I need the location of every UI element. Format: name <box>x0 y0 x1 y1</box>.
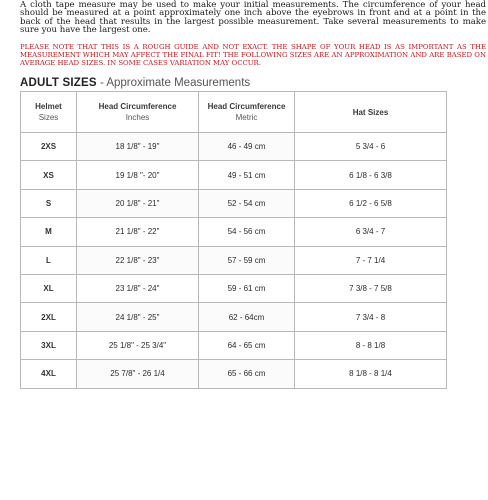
header-hat-sizes <box>295 92 447 133</box>
table-row <box>21 218 447 246</box>
inches-cell: 25 7/8" - 26 1/4 <box>77 360 199 388</box>
header-label: Head Circumference <box>207 102 286 111</box>
inches-cell: 25 1/8" - 25 3/4" <box>77 331 199 359</box>
table-row <box>21 133 447 161</box>
hat-size-cell: 5 3/4 - 6 <box>295 133 447 161</box>
metric-cell: 62 - 64cm <box>199 303 295 331</box>
inches-cell: 19 1/8 "- 20" <box>77 161 199 189</box>
helmet-size-cell: XL <box>21 274 77 302</box>
metric-cell: 57 - 59 cm <box>199 246 295 274</box>
helmet-size-cell: 2XS <box>21 133 77 161</box>
hat-size-cell: 7 - 7 1/4 <box>295 246 447 274</box>
helmet-size-cell: 2XL <box>21 303 77 331</box>
metric-cell: 52 - 54 cm <box>199 189 295 217</box>
inches-cell: 23 1/8" - 24" <box>77 274 199 302</box>
header-label: Helmet <box>35 102 62 111</box>
hat-size-cell: 8 - 8 1/8 <box>295 331 447 359</box>
inches-cell: 22 1/8" - 23" <box>77 246 199 274</box>
hat-size-cell: 6 1/2 - 6 5/8 <box>295 189 447 217</box>
helmet-size-cell: 4XL <box>21 360 77 388</box>
section-heading <box>20 77 250 89</box>
metric-cell: 59 - 61 cm <box>199 274 295 302</box>
table-row <box>21 360 447 388</box>
metric-cell: 46 - 49 cm <box>199 133 295 161</box>
header-label: Head Circumference <box>98 102 177 111</box>
header-circumference-inches <box>77 92 199 133</box>
table-row <box>21 331 447 359</box>
metric-cell: 65 - 66 cm <box>199 360 295 388</box>
inches-cell: 18 1/8" - 19" <box>77 133 199 161</box>
section-heading-title: ADULT SIZES <box>20 77 97 89</box>
metric-cell: 64 - 65 cm <box>199 331 295 359</box>
hat-size-cell: 6 1/8 - 6 3/8 <box>295 161 447 189</box>
size-chart-table <box>20 91 447 389</box>
helmet-size-cell: L <box>21 246 77 274</box>
table-row <box>21 189 447 217</box>
table-row <box>21 274 447 302</box>
intro-paragraph: A cloth tape measure may be used to make your initial measurements. The circumference of your head should be measured at a point approximately one inch above the eyebrows in front and at a point in the back of the head that results in the largest possible measurement. Take several measurements to make sure you have the largest one. <box>20 0 486 36</box>
table-header-row <box>21 92 447 133</box>
hat-size-cell: 6 3/4 - 7 <box>295 218 447 246</box>
inches-cell: 24 1/8" - 25" <box>77 303 199 331</box>
hat-size-cell: 8 1/8 - 8 1/4 <box>295 360 447 388</box>
header-label: Hat Sizes <box>352 107 389 117</box>
header-helmet-sizes <box>21 92 77 133</box>
header-sublabel: Inches <box>125 113 150 122</box>
helmet-size-cell: M <box>21 218 77 246</box>
section-heading-subtitle: - Approximate Measurements <box>96 77 251 89</box>
hat-size-cell: 7 3/4 - 8 <box>295 303 447 331</box>
warning-paragraph: PLEASE NOTE THAT THIS IS A ROUGH GUIDE AND NOT EXACT. THE SHAPE OF YOUR HEAD IS AS IMPORTANT AS THE MEASUREMENT WHICH MAY AFFECT THE FINAL FIT! THE FOLLOWING SIZES ARE AN APPROXIMATION AND ARE BASED ON AVERAGE HEAD SIZES. IN SOME CASES VARIATION MAY OCCUR. <box>20 43 486 68</box>
table-row <box>21 246 447 274</box>
inches-cell: 20 1/8" - 21" <box>77 189 199 217</box>
helmet-size-cell: XS <box>21 161 77 189</box>
helmet-size-cell: 3XL <box>21 331 77 359</box>
header-circumference-metric <box>199 92 295 133</box>
hat-size-cell: 7 3/8 - 7 5/8 <box>295 274 447 302</box>
metric-cell: 49 - 51 cm <box>199 161 295 189</box>
header-sublabel: Metric <box>235 113 258 122</box>
table-row <box>21 303 447 331</box>
table-row <box>21 161 447 189</box>
inches-cell: 21 1/8" - 22" <box>77 218 199 246</box>
metric-cell: 54 - 56 cm <box>199 218 295 246</box>
helmet-size-cell: S <box>21 189 77 217</box>
header-sublabel: Sizes <box>38 113 59 122</box>
